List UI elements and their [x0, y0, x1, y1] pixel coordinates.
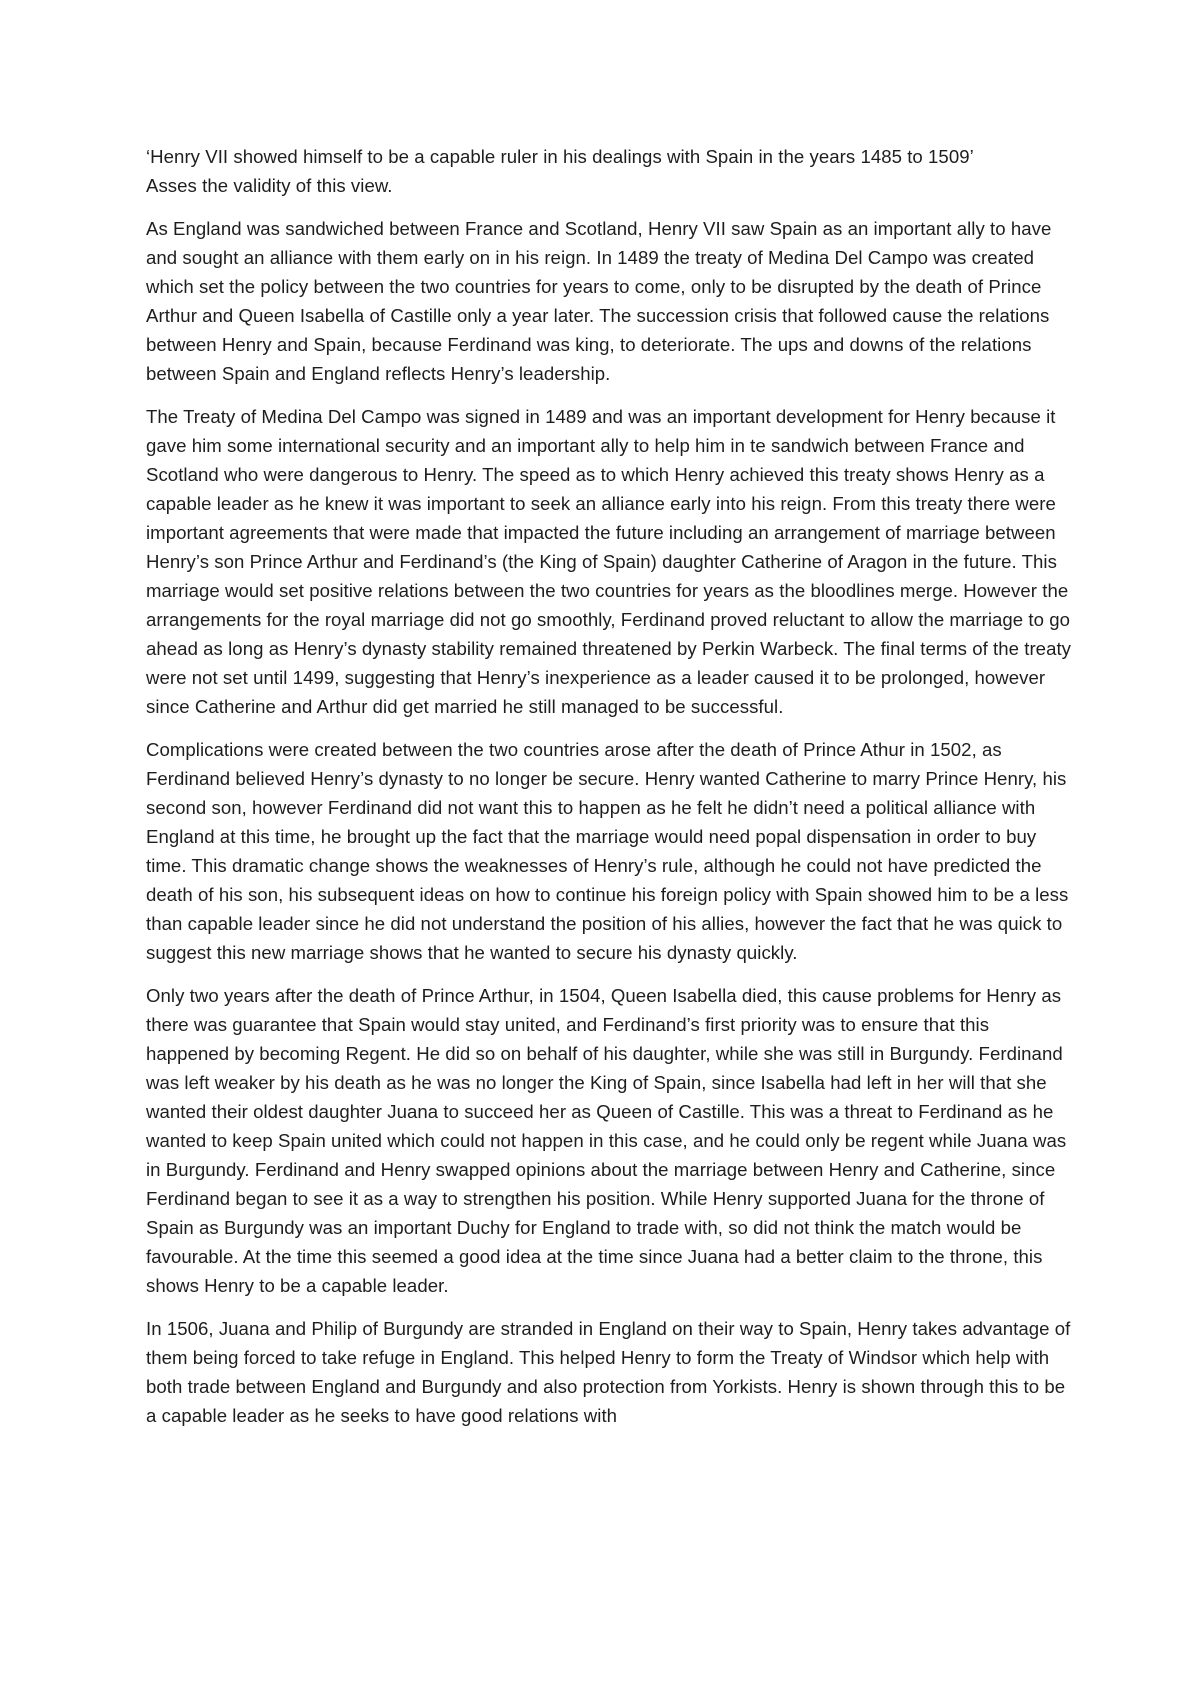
paragraph-isabella-death: Only two years after the death of Prince Arthur, in 1504, Queen Isabella died, this cause problems for Henry as there was guarantee that Spain would stay united, and Ferdinand’s first priority was to ensure that this happened by becoming Regent. He did so on behalf of his daughter, while she was still in Burgundy. Ferdinand was left weaker by his death as he was no longer the King of Spain, since Isabella had left in her will that she wanted their oldest daughter Juana to succeed her as Queen of Castille. This was a threat to Ferdinand as he wanted to keep Spain united which could not happen in this case, and he could only be regent while Juana was in Burgundy. Ferdinand and Henry swapped opinions about the marriage between Henry and Catherine, since Ferdinand began to see it as a way to strengthen his position. While Henry supported Juana for the throne of Spain as Burgundy was an important Duchy for England to trade with, so did not think the match would be favourable. At the time this seemed a good idea at the time since Juana had a better claim to the throne, this shows Henry to be a capable leader. — [146, 985, 1067, 1296]
paragraph-treaty-medina-del-campo: The Treaty of Medina Del Campo was signed in 1489 and was an important development for Henry because it gave him some international security and an important ally to help him in te sandwich between France and Scotland who were dangerous to Henry. The speed as to which Henry achieved this treaty shows Henry as a capable leader as he knew it was important to seek an alliance early into his reign. From this treaty there were important agreements that were made that impacted the future including an arrangement of marriage between Henry’s son Prince Arthur and Ferdinand’s (the King of Spain) daughter Catherine of Aragon in the future. This marriage would set positive relations between the two countries for years as the bloodlines merge. However the arrangements for the royal marriage did not go smoothly, Ferdinand proved reluctant to allow the marriage to go ahead as long as Henry’s dynasty stability remained threatened by Perkin Warbeck. The final terms of the treaty were not set until 1499, suggesting that Henry’s inexperience as a leader caused it to be prolonged, however since Catherine and Arthur did get married he still managed to be successful. — [146, 406, 1072, 717]
paragraph-introduction: As England was sandwiched between France and Scotland, Henry VII saw Spain as an important ally to have and sought an alliance with them early on in his reign. In 1489 the treaty of Medina Del Campo was created which set the policy between the two countries for years to come, only to be disrupted by the death of Prince Arthur and Queen Isabella of Castille only a year later. The succession crisis that followed cause the relations between Henry and Spain, because Ferdinand was king, to deteriorate. The ups and downs of the relations between Spain and England reflects Henry’s leadership. — [146, 218, 1052, 384]
document-body — [146, 142, 1076, 1444]
essay-question-line-1: ‘Henry VII showed himself to be a capable ruler in his dealings with Spain in the years 1485 to 1509’ — [146, 146, 974, 167]
paragraph-complications: Complications were created between the two countries arose after the death of Prince Athur in 1502, as Ferdinand believed Henry’s dynasty to no longer be secure. Henry wanted Catherine to marry Prince Henry, his second son, however Ferdinand did not want this to happen as he felt he didn’t need a political alliance with England at this time, he brought up the fact that the marriage would need popal dispensation in order to buy time. This dramatic change shows the weaknesses of Henry’s rule, although he could not have predicted the death of his son, his subsequent ideas on how to continue his foreign policy with Spain showed him to be a less than capable leader since he did not understand the position of his allies, however the fact that he was quick to suggest this new marriage shows that he wanted to secure his dynasty quickly. — [146, 739, 1069, 963]
paragraph-treaty-of-windsor: In 1506, Juana and Philip of Burgundy are stranded in England on their way to Spain, Henry takes advantage of them being forced to take refuge in England. This helped Henry to form the Treaty of Windsor which help with both trade between England and Burgundy and also protection from Yorkists. Henry is shown through this to be a capable leader as he seeks to have good relations with — [146, 1318, 1071, 1426]
essay-question-line-2: Asses the validity of this view. — [146, 175, 393, 196]
essay-question — [146, 142, 1076, 200]
